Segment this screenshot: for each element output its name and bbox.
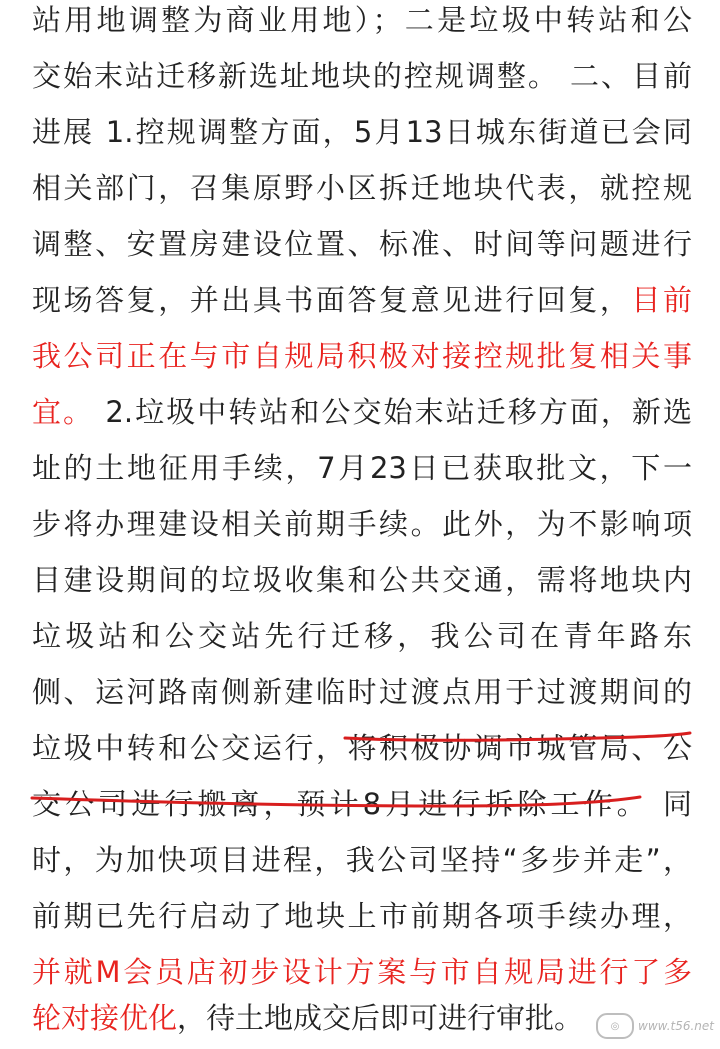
- text-segment: ，待土地成交后即可进行审批。: [177, 1001, 584, 1035]
- text-segment: 垃圾站和公交站先行迁移，我公司在青年路东: [32, 619, 692, 653]
- text-segment: 2.垃圾中转站和公交始末站迁移方面，新选: [94, 395, 692, 429]
- highlighted-text: 目前: [631, 283, 692, 317]
- text-segment: 址的土地征用手续，7月23日已获取批文，下一: [32, 451, 692, 485]
- highlighted-text: 我公司正在与市自规局积极对接控规批复相关事: [32, 339, 692, 373]
- text-line: [32, 618, 692, 654]
- text-line: [32, 394, 692, 430]
- text-line: [32, 730, 692, 766]
- text-segment: 目建设期间的垃圾收集和公共交通，需将地块内: [32, 563, 692, 597]
- text-line: [32, 226, 692, 262]
- text-segment: 垃圾中转和公交运行，将积极协调市城管局、公: [32, 731, 692, 765]
- text-line: [32, 450, 692, 486]
- text-segment: 相关部门，召集原野小区拆迁地块代表，就控规: [32, 171, 692, 205]
- text-line: [32, 2, 692, 38]
- text-segment: 步将办理建设相关前期手续。此外，为不影响项: [32, 507, 692, 541]
- text-line: [32, 170, 692, 206]
- highlighted-text: 轮对接优化: [32, 1001, 178, 1035]
- text-segment: 调整、安置房建设位置、标准、时间等问题进行: [32, 227, 692, 261]
- watermark: [596, 1011, 714, 1041]
- text-segment: 进展 1.控规调整方面，5月13日城东街道已会同: [32, 115, 692, 149]
- text-line: [32, 506, 692, 542]
- text-segment: 现场答复，并出具书面答复意见进行回复，: [32, 283, 632, 317]
- text-line: [32, 282, 692, 318]
- text-line: [32, 786, 692, 822]
- text-segment: 站用地调整为商业用地）；二是垃圾中转站和公: [32, 3, 692, 37]
- text-segment: 时，为加快项目进程，我公司坚持“多步并走”，: [32, 843, 692, 877]
- text-line: [32, 58, 692, 94]
- text-segment: 侧、运河路南侧新建临时过渡点用于过渡期间的: [32, 675, 692, 709]
- text-line: [32, 842, 692, 878]
- highlighted-text: 宜。: [32, 395, 95, 429]
- text-line: [32, 562, 692, 598]
- text-segment: 交公司进行搬离，预计8月进行拆除工作。 同: [32, 787, 692, 821]
- highlighted-text: 并就M会员店初步设计方案与市自规局进行了多: [32, 955, 692, 989]
- text-segment: 交始末站迁移新选址地块的控规调整。 二、目前: [32, 59, 692, 93]
- watermark-text: www.t56.net: [638, 1019, 714, 1033]
- text-line: [32, 674, 692, 710]
- text-line: [32, 114, 692, 150]
- text-line: [32, 898, 692, 934]
- watermark-logo-icon: ◎: [596, 1013, 634, 1039]
- text-line: [32, 1000, 692, 1036]
- text-line: [32, 338, 692, 374]
- text-segment: 前期已先行启动了地块上市前期各项手续办理，: [32, 899, 692, 933]
- text-line: [32, 954, 692, 990]
